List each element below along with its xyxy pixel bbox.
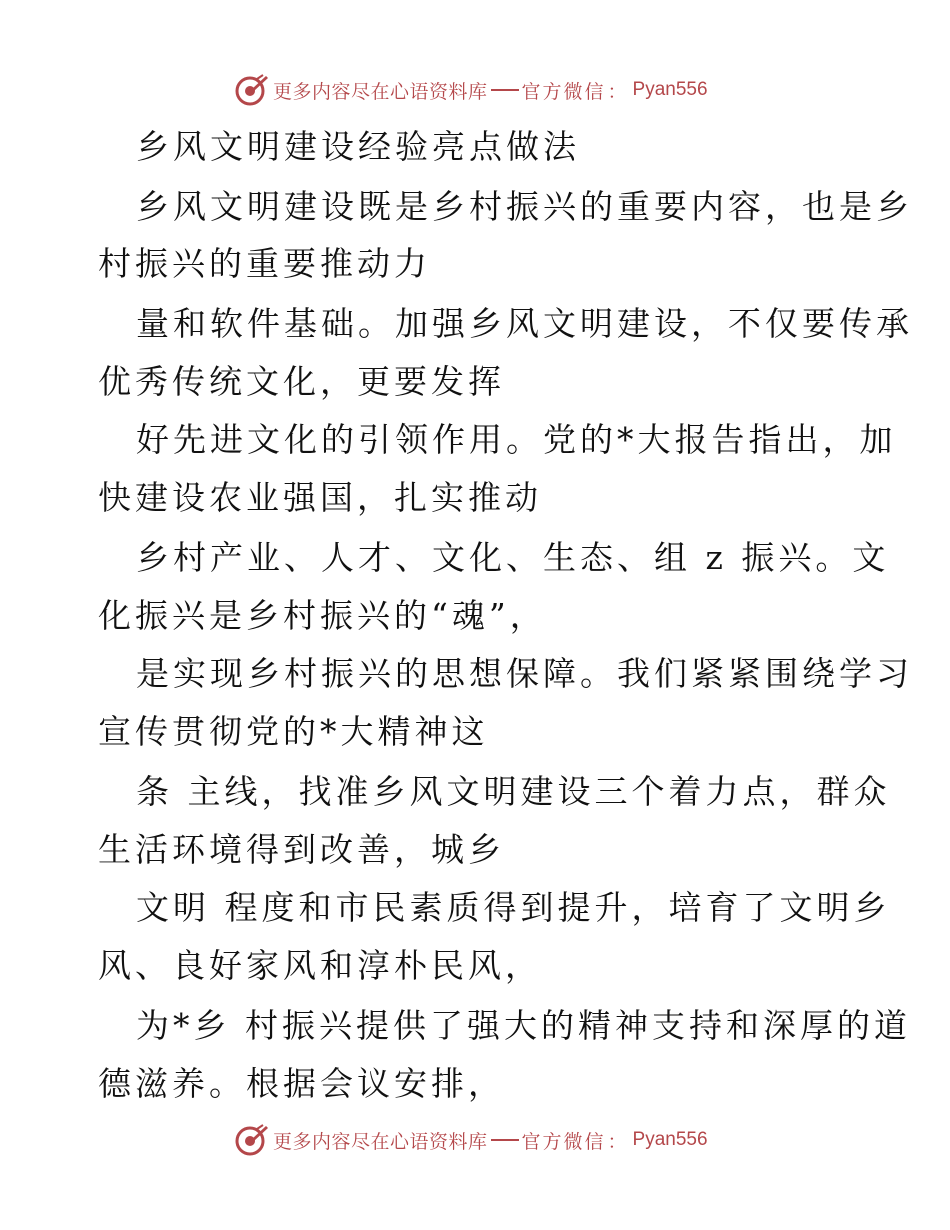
- header-banner: [235, 72, 708, 108]
- text-line: 德滋养。根据会议安排，: [98, 1064, 505, 1103]
- text-line: 村振兴的重要推动力: [98, 244, 431, 283]
- text-line: 条 主线，找准乡风文明建设三个着力点，群众: [136, 772, 891, 811]
- text-line: 好先进文化的引领作用。党的*大报告指出，加: [136, 420, 897, 459]
- banner-separator: ：: [607, 80, 627, 103]
- document-title: 乡风文明建设经验亮点做法: [136, 127, 580, 166]
- text-line: 生活环境得到改善，城乡: [98, 830, 505, 869]
- pen-logo-icon: [235, 1123, 269, 1157]
- pen-logo-icon: [235, 73, 269, 107]
- banner-dash: [491, 89, 519, 91]
- banner-wechat-label: 官方微信: [521, 1130, 606, 1153]
- text-line: 文明 程度和市民素质得到提升，培育了文明乡: [136, 888, 891, 927]
- text-line: 乡村产业、人才、文化、生态、组 z 振兴。文: [136, 538, 890, 577]
- banner-wechat-label: 官方微信: [521, 80, 606, 103]
- footer-banner: [235, 1122, 708, 1158]
- text-line: 是实现乡村振兴的思想保障。我们紧紧围绕学习: [136, 654, 913, 693]
- banner-dash: [491, 1139, 519, 1141]
- text-line: 量和软件基础。加强乡风文明建设，不仅要传承: [136, 304, 913, 343]
- text-line: 乡风文明建设既是乡村振兴的重要内容，也是乡: [136, 187, 913, 226]
- text-line: 优秀传统文化，更要发挥: [98, 362, 505, 401]
- banner-text: 更多内容尽在心语资料库: [273, 80, 488, 103]
- text-line: 宣传贯彻党的*大精神这: [98, 712, 489, 751]
- banner-wechat-id: Pyan556: [632, 1129, 708, 1150]
- banner-separator: ：: [607, 1130, 627, 1153]
- text-line: 快建设农业强国，扎实推动: [98, 478, 542, 517]
- banner-wechat-id: Pyan556: [632, 79, 708, 100]
- text-line: 为*乡 村振兴提供了强大的精神支持和深厚的道: [136, 1006, 911, 1045]
- banner-text: 更多内容尽在心语资料库: [273, 1130, 488, 1153]
- text-line: 风、良好家风和淳朴民风，: [98, 946, 542, 985]
- text-line: 化振兴是乡村振兴的“魂”，: [98, 596, 547, 635]
